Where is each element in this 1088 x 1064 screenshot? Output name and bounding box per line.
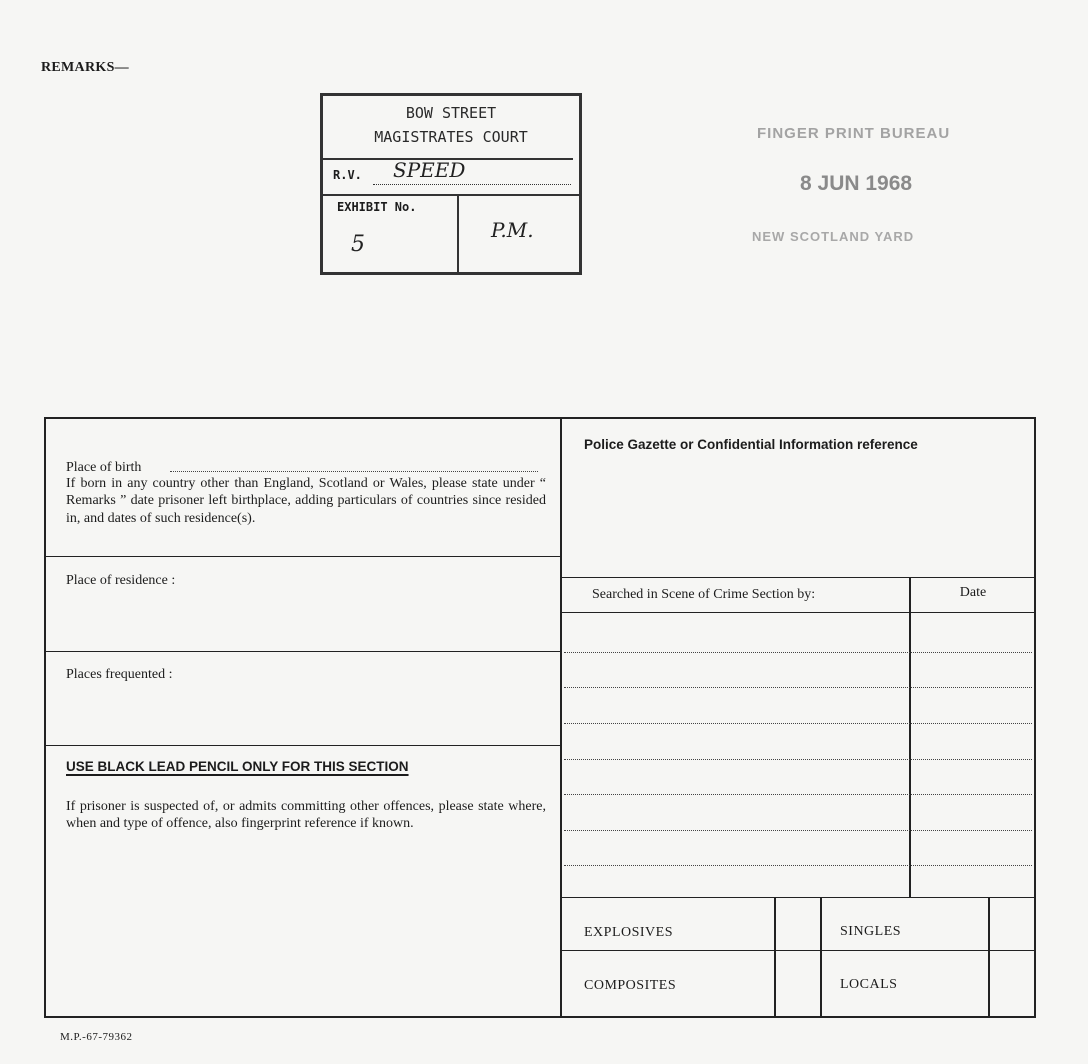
other-offences-note: If prisoner is suspected of, or admits committing other offences, please state where, when and type of offence, also fingerprint reference if known. (66, 799, 546, 832)
stamp-vertical-divider (457, 194, 459, 274)
singles-label: SINGLES (840, 924, 902, 939)
locals-checkbox[interactable] (991, 953, 1033, 1013)
stamp-initials: P.M. (491, 218, 534, 242)
bureau-stamp-line1: FINGER PRINT BUREAU (757, 125, 951, 142)
stamp-court-name: BOW STREET (405, 104, 497, 122)
header-divider (562, 612, 1034, 613)
stamp-rv-dotted-line (373, 184, 571, 185)
stamp-exhibit-label: EXHIBIT No. (337, 200, 417, 214)
stamp-exhibit-number: 5 (351, 232, 365, 257)
place-of-residence-field[interactable] (46, 559, 560, 649)
date-header: Date (959, 585, 987, 600)
category-checkbox-divider (988, 897, 990, 1016)
bureau-stamp-date: 8 JUN 1968 (800, 172, 913, 195)
form-number: M.P.-67-79362 (60, 1031, 133, 1043)
search-log-row[interactable] (564, 865, 1032, 866)
record-form (44, 417, 1036, 1018)
row-divider (46, 556, 560, 557)
search-log-row[interactable] (564, 830, 1032, 831)
search-log-row[interactable] (564, 723, 1032, 724)
search-log-row[interactable] (564, 687, 1032, 688)
explosives-checkbox[interactable] (777, 900, 819, 949)
stamp-rv-handwriting: SPEED (393, 158, 466, 182)
category-checkbox-divider (774, 897, 776, 1016)
date-column-divider (909, 577, 911, 897)
place-of-birth-field[interactable] (170, 471, 538, 472)
stamp-divider (323, 194, 579, 196)
search-log-row[interactable] (564, 652, 1032, 653)
row-divider (562, 577, 1034, 578)
place-of-birth-label: Place of birth (66, 460, 142, 475)
category-column-divider (820, 897, 822, 1016)
search-log-row[interactable] (564, 759, 1032, 760)
stamp-rv-label: R.V. (333, 168, 362, 182)
places-frequented-label: Places frequented : (66, 667, 173, 682)
category-grid-middle (562, 950, 1034, 951)
pencil-section-heading: USE BLACK LEAD PENCIL ONLY FOR THIS SECTION (66, 759, 409, 774)
searched-by-header: Searched in Scene of Crime Section by: (592, 587, 816, 602)
row-divider (46, 651, 560, 652)
category-grid-top (562, 897, 1034, 898)
form-center-divider (560, 419, 562, 1016)
composites-checkbox[interactable] (777, 953, 819, 1013)
row-divider (46, 745, 560, 746)
locals-label: LOCALS (840, 977, 898, 992)
bureau-stamp-line3: NEW SCOTLAND YARD (752, 229, 915, 244)
place-of-birth-note: If born in any country other than England, Scotland or Wales, please state under “ Remarks ” date prisoner left birthplace, adding particulars of countries since resided in, and dates of such residence(s). (66, 476, 546, 526)
places-frequented-field[interactable] (46, 654, 560, 742)
explosives-label: EXPLOSIVES (584, 925, 674, 940)
court-stamp (320, 93, 582, 275)
other-offences-field[interactable] (46, 859, 560, 1014)
stamp-court-type: MAGISTRATES COURT (374, 128, 528, 146)
singles-checkbox[interactable] (991, 900, 1033, 949)
gazette-reference-field[interactable] (564, 459, 1034, 574)
search-log-row[interactable] (564, 794, 1032, 795)
place-of-residence-label: Place of residence : (66, 573, 176, 588)
remarks-label: REMARKS— (41, 60, 129, 75)
composites-label: COMPOSITES (584, 978, 677, 993)
gazette-reference-label: Police Gazette or Confidential Information reference (584, 437, 918, 452)
